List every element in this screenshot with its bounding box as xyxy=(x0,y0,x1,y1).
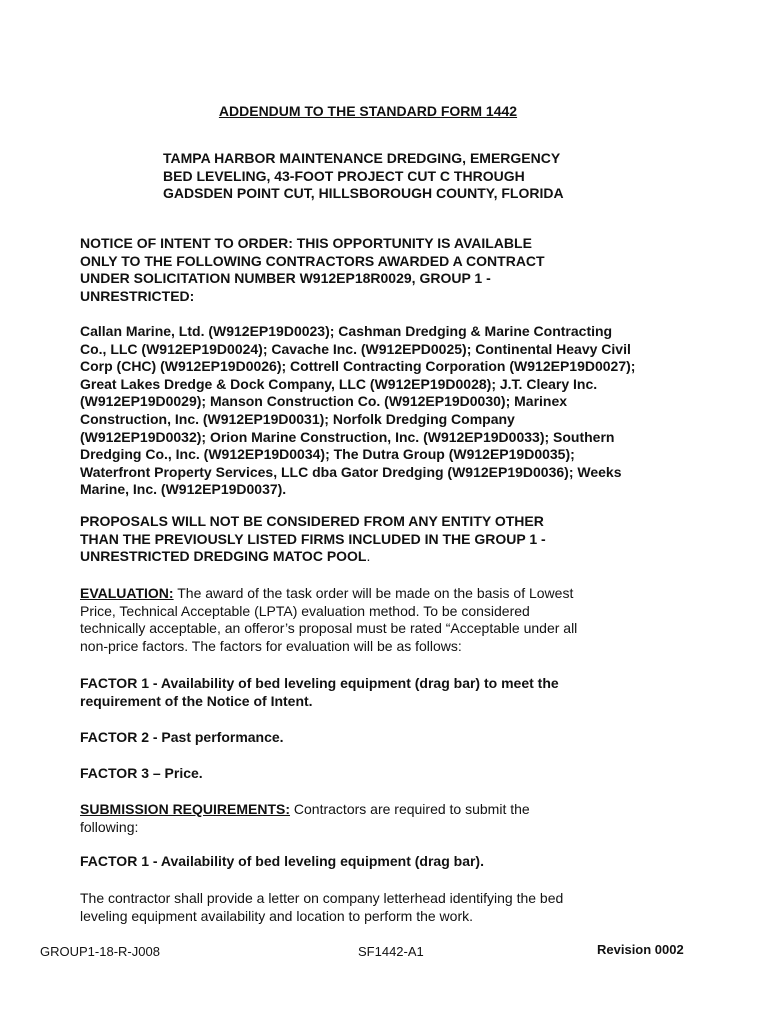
evaluation-label: EVALUATION: xyxy=(80,585,174,601)
proposals-line xyxy=(80,548,680,566)
contractor-line: Corp (CHC) (W912EP19D0026); Cottrell Contracting Corporation (W912EP19D0027); xyxy=(80,358,636,375)
contractor-line: Marine, Inc. (W912EP19D0037). xyxy=(80,481,287,498)
proposals-line: PROPOSALS WILL NOT BE CONSIDERED FROM ANY ENTITY OTHER xyxy=(80,513,544,529)
proposals-line-text: UNRESTRICTED DREDGING MATOC POOL xyxy=(80,548,367,565)
submission-body-line: leveling equipment availability and location to perform the work. xyxy=(80,907,473,924)
project-title-line: BED LEVELING, 43-FOOT PROJECT CUT C THROUGH xyxy=(163,167,525,184)
contractor-line: Construction, Inc. (W912EP19D0031); Norfolk Dredging Company xyxy=(80,410,515,427)
factor-1-line: FACTOR 1 - Availability of bed leveling equipment (drag bar) to meet the xyxy=(80,675,559,691)
project-title xyxy=(163,150,623,203)
evaluation-line: Price, Technical Acceptable (LPTA) evaluation method. To be considered xyxy=(80,602,530,619)
document-heading: ADDENDUM TO THE STANDARD FORM 1442 xyxy=(218,103,518,119)
submission-text: Contractors are required to submit the xyxy=(290,801,530,817)
project-title-line: GADSDEN POINT CUT, HILLSBOROUGH COUNTY, FLORIDA xyxy=(163,185,564,202)
submission-body-line: The contractor shall provide a letter on company letterhead identifying the bed xyxy=(80,890,564,906)
contractor-line: (W912EP19D0029); Manson Construction Co. (W912EP19D0030); Marinex xyxy=(80,393,568,410)
project-title-line: TAMPA HARBOR MAINTENANCE DREDGING, EMERGENCY xyxy=(163,150,561,166)
contractor-line: Great Lakes Dredge & Dock Company, LLC (W912EP19D0028); J.T. Cleary Inc. xyxy=(80,375,598,392)
evaluation-section xyxy=(80,585,680,655)
submission-label: SUBMISSION REQUIREMENTS: xyxy=(80,801,291,817)
factor-1-line: requirement of the Notice of Intent. xyxy=(80,692,313,709)
notice-line: UNRESTRICTED: xyxy=(80,287,195,304)
factor-2: FACTOR 2 - Past performance. xyxy=(80,729,284,745)
proposals-notice xyxy=(80,513,680,566)
factor-3: FACTOR 3 – Price. xyxy=(80,765,203,781)
evaluation-text: The award of the task order will be made on the basis of Lowest xyxy=(173,585,574,601)
proposals-line: THAN THE PREVIOUSLY LISTED FIRMS INCLUDED IN THE GROUP 1 - xyxy=(80,530,546,547)
contractor-line: Callan Marine, Ltd. (W912EP19D0023); Cashman Dredging & Marine Contracting xyxy=(80,323,613,339)
contractor-line: Waterfront Property Services, LLC dba Gator Dredging (W912EP19D0036); Weeks xyxy=(80,463,622,480)
factor-1 xyxy=(80,675,680,710)
footer-revision: Revision 0002 xyxy=(597,942,684,957)
contractor-line: Dredging Co., Inc. (W912EP19D0034); The Dutra Group (W912EP19D0035); xyxy=(80,446,575,463)
notice-line: NOTICE OF INTENT TO ORDER: THIS OPPORTUNITY IS AVAILABLE xyxy=(80,235,532,251)
footer-document-id: GROUP1-18-R-J008 xyxy=(40,944,160,959)
submission-body xyxy=(80,890,680,925)
notice-line: ONLY TO THE FOLLOWING CONTRACTORS AWARDED A CONTRACT xyxy=(80,252,545,269)
contractor-line: Co., LLC (W912EP19D0024); Cavache Inc. (W912EPD0025); Continental Heavy Civil xyxy=(80,340,631,357)
evaluation-line xyxy=(80,585,680,603)
submission-requirements xyxy=(80,801,680,836)
notice-of-intent xyxy=(80,235,680,305)
contractor-line: (W912EP19D0032); Orion Marine Construction, Inc. (W912EP19D0033); Southern xyxy=(80,428,615,445)
submission-line: following: xyxy=(80,818,139,835)
submission-line xyxy=(80,801,680,819)
evaluation-line: non-price factors. The factors for evaluation will be as follows: xyxy=(80,637,462,654)
evaluation-line: technically acceptable, an offeror’s proposal must be rated “Acceptable under all xyxy=(80,620,578,637)
footer-form-id: SF1442-A1 xyxy=(358,944,424,959)
notice-line: UNDER SOLICITATION NUMBER W912EP18R0029, GROUP 1 - xyxy=(80,270,491,287)
proposals-period: . xyxy=(366,548,371,565)
submission-factor-1: FACTOR 1 - Availability of bed leveling equipment (drag bar). xyxy=(80,853,484,869)
contractor-list xyxy=(80,323,700,499)
